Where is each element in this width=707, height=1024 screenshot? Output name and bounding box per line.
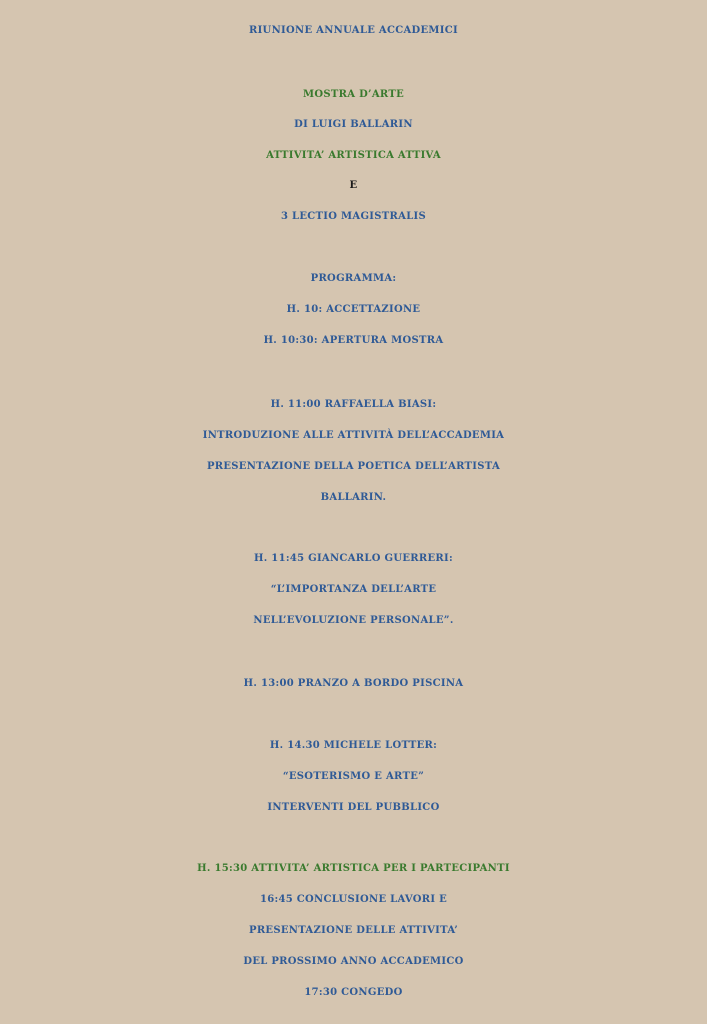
session-lotter-title: “ESOTERISMO E ARTE” bbox=[282, 771, 425, 782]
exhibition-lectures: 3 LECTIO MAGISTRALIS bbox=[280, 211, 427, 222]
closing-farewell: 17:30 CONGEDO bbox=[304, 987, 403, 998]
session-biasi-time: H. 11:00 RAFFAELLA BIASI: bbox=[270, 399, 437, 410]
session-lotter-qa: INTERVENTI DEL PUBBLICO bbox=[267, 802, 440, 813]
program-item-reception: H. 10: ACCETTAZIONE bbox=[286, 304, 421, 315]
exhibition-artist: DI LUIGI BALLARIN bbox=[294, 119, 413, 130]
closing-presentation: PRESENTAZIONE DELLE ATTIVITA’ bbox=[249, 925, 458, 936]
closing-conclusion: 16:45 CONCLUSIONE LAVORI E bbox=[259, 894, 448, 905]
lunch-item: H. 13:00 PRANZO A BORDO PISCINA bbox=[243, 678, 464, 689]
session-guerreri-time: H. 11:45 GIANCARLO GUERRERI: bbox=[254, 553, 453, 564]
page-title: RIUNIONE ANNUALE ACCADEMICI bbox=[248, 25, 459, 36]
session-lotter-time: H. 14.30 MICHELE LOTTER: bbox=[269, 740, 438, 751]
session-biasi-presentation: PRESENTAZIONE DELLA POETICA DELL’ARTISTA bbox=[206, 461, 501, 472]
exhibition-title: MOSTRA D’ARTE bbox=[302, 89, 404, 100]
exhibition-conjunction: E bbox=[349, 180, 358, 191]
session-biasi-intro: INTRODUZIONE ALLE ATTIVITÀ DELL’ACCADEMIA bbox=[202, 430, 505, 441]
session-guerreri-title-1: “L’IMPORTANZA DELL’ARTE bbox=[270, 584, 437, 595]
program-heading: PROGRAMMA: bbox=[310, 273, 397, 284]
program-item-opening: H. 10:30: APERTURA MOSTRA bbox=[263, 335, 444, 346]
closing-activity: H. 15:30 ATTIVITA’ ARTISTICA PER I PARTECIPANTI bbox=[197, 863, 510, 874]
session-biasi-artist: BALLARIN. bbox=[320, 492, 387, 503]
closing-next-year: DEL PROSSIMO ANNO ACCADEMICO bbox=[243, 956, 464, 967]
session-guerreri-title-2: NELL’EVOLUZIONE PERSONALE”. bbox=[253, 615, 454, 626]
exhibition-activity: ATTIVITA’ ARTISTICA ATTIVA bbox=[266, 150, 441, 161]
